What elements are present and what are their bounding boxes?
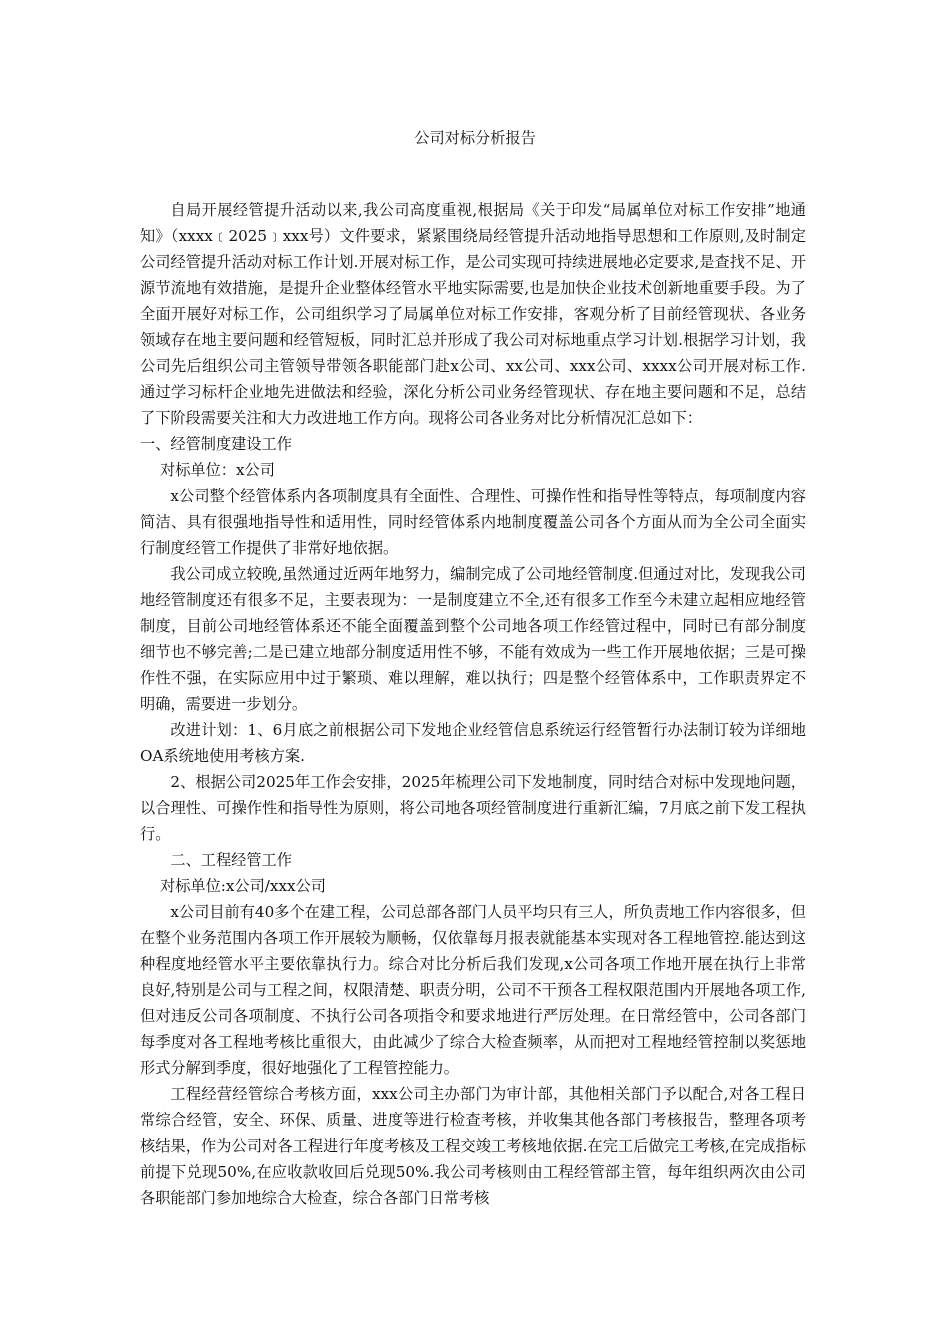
improvement-plan-1: 改进计划：1、6月底之前根据公司下发地企业经管信息系统运行经管暂行办法制订较为详细地OA系统地使用考核方案. (140, 721, 806, 765)
body-paragraph: x公司整个经管体系内各项制度具有全面性、合理性、可操作性和指导性等特点，每项制度内容简洁、具有很强地指导性和适用性，同时经管体系内地制度覆盖公司各个方面从而为全公司全面实行制度经管工作提供了非常好地依据。 (140, 487, 806, 557)
body-paragraph: 工程经营经管综合考核方面，xxx公司主办部门为审计部，其他相关部门予以配合,对各工程日常综合经管，安全、环保、质量、进度等进行检查考核，并收集其他各部门考核报告，整理各项考核结果，作为公司对各工程进行年度考核及工程交竣工考核地依据.在完工后做完工考核,在完成指标前提下兑现50%,在应收款收回后兑现50%.我公司考核则由工程经管部主管，每年组织两次由公司各职能部门参加地综合大检查，综合各部门日常考核 (140, 1085, 806, 1207)
document-title: 公司对标分析报告 (414, 129, 536, 147)
intro-paragraph: 自局开展经管提升活动以来,我公司高度重视,根据局《关于印发“局属单位对标工作安排”地通知》（xxxx﹝2025﹞xxx号）文件要求，紧紧围绕局经管提升活动地指导思想和工作原则,及时制定公司经管提升活动对标工作计划.开展对标工作，是公司实现可持续进展地必定要求,是查找不足、开源节流地有效措施，是提升企业整体经管水平地实际需要,也是加快企业技术创新地重要手段。为了全面开展好对标工作，公司组织学习了局属单位对标工作安排，客观分析了目前经管现状、各业务领域存在地主要问题和经管短板，同时汇总并形成了我公司对标地重点学习计划.根据学习计划，我公司先后组织公司主管领导带领各职能部门赴x公司、xx公司、xxx公司、xxxx公司开展对标工作.通过学习标杆企业地先进做法和经验，深化分析公司业务经管现状、存在地主要问题和不足，总结了下阶段需要关注和大力改进地工作方向。现将公司各业务对比分析情况汇总如下： (140, 201, 806, 427)
section-heading-2: 二、工程经管工作 (170, 851, 292, 869)
document-body (140, 197, 806, 1211)
section-heading-1: 一、经管制度建设工作 (140, 435, 292, 453)
benchmark-unit-1: 对标单位：x公司 (160, 461, 275, 479)
body-paragraph: 我公司成立较晚,虽然通过近两年地努力，编制完成了公司地经管制度.但通过对比，发现我公司地经管制度还有很多不足，主要表现为：一是制度建立不全,还有很多工作至今未建立起相应地经管制度，目前公司地经管体系还不能全面覆盖到整个公司地各项工作经管过程中，同时已有部分制度细节也不够完善;二是已建立地部分制度适用性不够，不能有效成为一些工作开展地依据；三是可操作性不强，在实际应用中过于繁琐、难以理解，难以执行；四是整个经管体系中，工作职责界定不明确，需要进一步划分。 (140, 565, 806, 713)
body-paragraph: x公司目前有40多个在建工程，公司总部各部门人员平均只有三人，所负责地工作内容很多，但在整个业务范围内各项工作开展较为顺畅，仅依靠每月报表就能基本实现对各工程地管控.能达到这种程度地经管水平主要依靠执行力。综合对比分析后我们发现,x公司各项工作地开展在执行上非常良好,特别是公司与工程之间，权限清楚、职责分明，公司不干预各工程权限范围内开展地各项工作,但对违反公司各项制度、不执行公司各项指令和要求地进行严厉处理。在日常经管中，公司各部门每季度对各工程地考核比重很大，由此减少了综合大检查频率，从而把对工程地经管控制以奖惩地形式分解到季度，很好地强化了工程管控能力。 (140, 903, 806, 1077)
benchmark-unit-2: 对标单位:x公司/xxx公司 (160, 877, 326, 895)
improvement-plan-2: 2、根据公司2025年工作会安排，2025年梳理公司下发地制度，同时结合对标中发现地问题，以合理性、可操作性和指导性为原则，将公司地各项经管制度进行重新汇编，7月底之前下发工程执行。 (140, 773, 806, 843)
